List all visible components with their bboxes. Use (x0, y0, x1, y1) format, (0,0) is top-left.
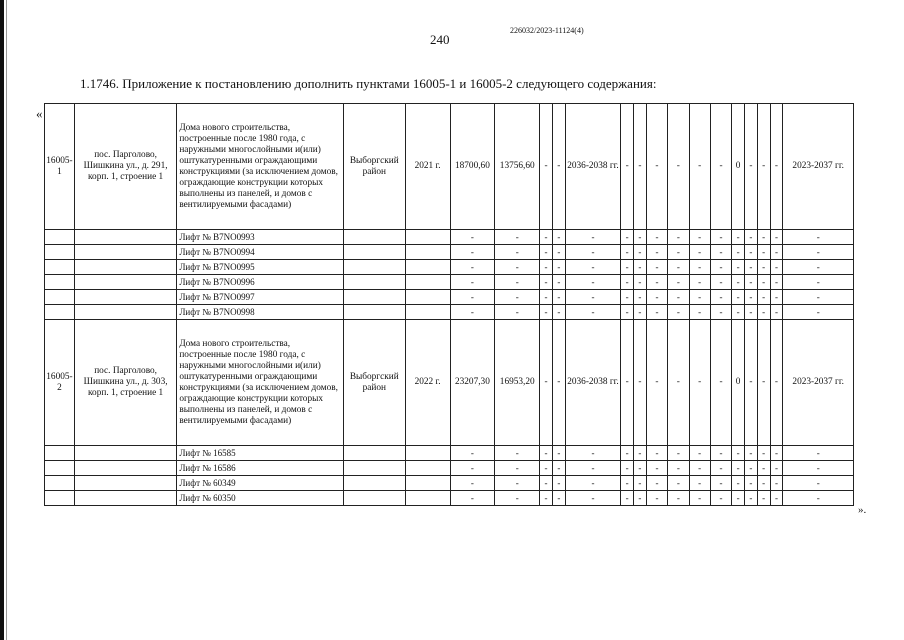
dash-cell: - (783, 275, 854, 290)
dash-cell: - (732, 476, 745, 491)
empty-cell (405, 305, 450, 320)
value-cell: - (552, 104, 565, 230)
dash-cell: - (552, 476, 565, 491)
dash-cell: - (770, 305, 783, 320)
dash-cell: - (495, 491, 540, 506)
dash-cell: - (552, 245, 565, 260)
empty-cell (405, 230, 450, 245)
empty-cell (45, 245, 75, 260)
dash-cell: - (732, 446, 745, 461)
dash-cell: - (621, 230, 634, 245)
dash-cell: - (689, 476, 710, 491)
dash-cell: - (621, 461, 634, 476)
dash-cell: - (689, 245, 710, 260)
empty-cell (343, 461, 405, 476)
empty-cell (343, 491, 405, 506)
dash-cell: - (668, 461, 689, 476)
dash-cell: - (634, 245, 647, 260)
dash-cell: - (757, 275, 770, 290)
empty-cell (405, 290, 450, 305)
scan-edge-bar (0, 0, 4, 640)
empty-cell (45, 446, 75, 461)
dash-cell: - (450, 461, 495, 476)
dash-cell: - (646, 290, 667, 305)
value-cell: - (668, 320, 689, 446)
lift-label: Лифт № 60349 (177, 476, 343, 491)
value-cell: - (540, 104, 553, 230)
dash-cell: - (552, 446, 565, 461)
lift-row (45, 476, 854, 491)
dash-cell: - (565, 305, 620, 320)
total-area-cell: 23207,30 (450, 320, 495, 446)
dash-cell: - (710, 305, 731, 320)
dash-cell: - (634, 260, 647, 275)
dash-cell: - (450, 245, 495, 260)
dash-cell: - (634, 461, 647, 476)
dash-cell: - (646, 476, 667, 491)
term-cell: 2023-2037 гг. (783, 104, 854, 230)
lift-label: Лифт № 60350 (177, 491, 343, 506)
dash-cell: - (744, 476, 757, 491)
empty-cell (343, 260, 405, 275)
dash-cell: - (770, 245, 783, 260)
lift-label: Лифт № B7NO0996 (177, 275, 343, 290)
empty-cell (343, 275, 405, 290)
dash-cell: - (495, 305, 540, 320)
value-cell: - (710, 320, 731, 446)
dash-cell: - (744, 446, 757, 461)
dash-cell: - (710, 491, 731, 506)
dash-cell: - (744, 230, 757, 245)
dash-cell: - (668, 476, 689, 491)
dash-cell: - (495, 476, 540, 491)
dash-cell: - (552, 461, 565, 476)
scan-edge-line (6, 0, 7, 640)
dash-cell: - (770, 260, 783, 275)
lift-row (45, 230, 854, 245)
empty-cell (74, 260, 176, 275)
value-cell: - (621, 104, 634, 230)
dash-cell: - (757, 461, 770, 476)
dash-cell: - (783, 245, 854, 260)
dash-cell: - (710, 476, 731, 491)
dash-cell: - (710, 461, 731, 476)
lift-row (45, 446, 854, 461)
dash-cell: - (689, 260, 710, 275)
dash-cell: - (646, 230, 667, 245)
section-heading: 1.1746. Приложение к постановлению дополнить пунктами 16005-1 и 16005-2 следующего содержания: (80, 76, 657, 91)
dash-cell: - (668, 491, 689, 506)
dash-cell: - (744, 245, 757, 260)
dash-cell: - (757, 290, 770, 305)
period-cell: 2036-2038 гг. (565, 104, 620, 230)
dash-cell: - (710, 260, 731, 275)
dash-cell: - (646, 305, 667, 320)
dash-cell: - (732, 305, 745, 320)
dash-cell: - (552, 230, 565, 245)
dash-cell: - (757, 230, 770, 245)
value-cell: - (757, 320, 770, 446)
dash-cell: - (495, 245, 540, 260)
amendment-table (44, 103, 854, 506)
table-row (45, 320, 854, 446)
lift-label: Лифт № B7NO0994 (177, 245, 343, 260)
description-cell: Дома нового строительства, построенные после 1980 года, с наружными многослойными и(или) оштукатуренными ограждающими конструкциями (за исключением домов, ограждающие конструкции которых выполнены из панелей, и домов с вентилируемыми фасадами) (177, 320, 343, 446)
dash-cell: - (552, 260, 565, 275)
dash-cell: - (668, 305, 689, 320)
district-cell: Выборгский район (343, 320, 405, 446)
value-cell: - (646, 104, 667, 230)
lift-label: Лифт № 16585 (177, 446, 343, 461)
dash-cell: - (540, 491, 553, 506)
dash-cell: - (540, 446, 553, 461)
dash-cell: - (646, 245, 667, 260)
dash-cell: - (732, 260, 745, 275)
dash-cell: - (450, 290, 495, 305)
dash-cell: - (668, 290, 689, 305)
dash-cell: - (689, 461, 710, 476)
document-code: 226032/2023-11124(4) (510, 26, 584, 35)
dash-cell: - (565, 230, 620, 245)
dash-cell: - (770, 230, 783, 245)
dash-cell: - (744, 305, 757, 320)
amendment-table-wrapper (44, 103, 854, 506)
value-cell: - (621, 320, 634, 446)
closing-quote: ». (858, 504, 867, 516)
dash-cell: - (710, 446, 731, 461)
value-cell: - (540, 320, 553, 446)
dash-cell: - (744, 260, 757, 275)
dash-cell: - (621, 476, 634, 491)
dash-cell: - (783, 290, 854, 305)
lift-row (45, 461, 854, 476)
living-area-cell: 13756,60 (495, 104, 540, 230)
dash-cell: - (450, 491, 495, 506)
dash-cell: - (710, 230, 731, 245)
empty-cell (45, 290, 75, 305)
value-cell: 0 (732, 320, 745, 446)
dash-cell: - (689, 305, 710, 320)
dash-cell: - (689, 446, 710, 461)
opening-quote: « (36, 106, 43, 121)
dash-cell: - (634, 446, 647, 461)
lift-row (45, 245, 854, 260)
value-cell: - (744, 320, 757, 446)
dash-cell: - (450, 305, 495, 320)
dash-cell: - (732, 275, 745, 290)
empty-cell (405, 260, 450, 275)
lift-label: Лифт № B7NO0995 (177, 260, 343, 275)
dash-cell: - (732, 491, 745, 506)
dash-cell: - (744, 290, 757, 305)
dash-cell: - (565, 290, 620, 305)
dash-cell: - (565, 260, 620, 275)
dash-cell: - (646, 275, 667, 290)
dash-cell: - (621, 260, 634, 275)
empty-cell (343, 476, 405, 491)
dash-cell: - (450, 446, 495, 461)
empty-cell (405, 245, 450, 260)
lift-label: Лифт № B7NO0997 (177, 290, 343, 305)
empty-cell (74, 275, 176, 290)
empty-cell (405, 491, 450, 506)
dash-cell: - (783, 461, 854, 476)
dash-cell: - (646, 491, 667, 506)
dash-cell: - (552, 305, 565, 320)
dash-cell: - (668, 230, 689, 245)
dash-cell: - (565, 245, 620, 260)
year-cell: 2021 г. (405, 104, 450, 230)
value-cell: - (710, 104, 731, 230)
dash-cell: - (621, 305, 634, 320)
dash-cell: - (565, 476, 620, 491)
dash-cell: - (744, 491, 757, 506)
dash-cell: - (668, 260, 689, 275)
empty-cell (45, 305, 75, 320)
value-cell: - (634, 320, 647, 446)
dash-cell: - (540, 260, 553, 275)
empty-cell (45, 260, 75, 275)
value-cell: - (744, 104, 757, 230)
lift-label: Лифт № B7NO0998 (177, 305, 343, 320)
dash-cell: - (757, 491, 770, 506)
empty-cell (343, 305, 405, 320)
dash-cell: - (783, 260, 854, 275)
district-cell: Выборгский район (343, 104, 405, 230)
dash-cell: - (783, 230, 854, 245)
empty-cell (45, 476, 75, 491)
total-area-cell: 18700,60 (450, 104, 495, 230)
empty-cell (343, 230, 405, 245)
dash-cell: - (757, 305, 770, 320)
empty-cell (405, 476, 450, 491)
dash-cell: - (552, 290, 565, 305)
value-cell: - (634, 104, 647, 230)
lift-row (45, 275, 854, 290)
empty-cell (74, 290, 176, 305)
dash-cell: - (770, 290, 783, 305)
dash-cell: - (668, 446, 689, 461)
dash-cell: - (689, 491, 710, 506)
dash-cell: - (565, 491, 620, 506)
dash-cell: - (540, 476, 553, 491)
empty-cell (74, 230, 176, 245)
dash-cell: - (783, 476, 854, 491)
year-cell: 2022 г. (405, 320, 450, 446)
dash-cell: - (540, 290, 553, 305)
dash-cell: - (552, 275, 565, 290)
term-cell: 2023-2037 гг. (783, 320, 854, 446)
dash-cell: - (634, 491, 647, 506)
dash-cell: - (495, 461, 540, 476)
empty-cell (405, 461, 450, 476)
dash-cell: - (770, 491, 783, 506)
period-cell: 2036-2038 гг. (565, 320, 620, 446)
dash-cell: - (495, 290, 540, 305)
dash-cell: - (565, 446, 620, 461)
dash-cell: - (621, 491, 634, 506)
dash-cell: - (783, 305, 854, 320)
dash-cell: - (783, 491, 854, 506)
dash-cell: - (689, 230, 710, 245)
value-cell: - (646, 320, 667, 446)
dash-cell: - (565, 275, 620, 290)
value-cell: - (668, 104, 689, 230)
page-number: 240 (430, 32, 450, 47)
dash-cell: - (495, 275, 540, 290)
item-number: 16005-1 (45, 104, 75, 230)
lift-label: Лифт № B7NO0993 (177, 230, 343, 245)
dash-cell: - (732, 245, 745, 260)
dash-cell: - (710, 275, 731, 290)
dash-cell: - (757, 260, 770, 275)
dash-cell: - (540, 275, 553, 290)
dash-cell: - (621, 245, 634, 260)
dash-cell: - (710, 245, 731, 260)
living-area-cell: 16953,20 (495, 320, 540, 446)
dash-cell: - (757, 446, 770, 461)
dash-cell: - (621, 446, 634, 461)
lift-row (45, 305, 854, 320)
table-row (45, 104, 854, 230)
lift-row (45, 290, 854, 305)
dash-cell: - (744, 275, 757, 290)
value-cell: 0 (732, 104, 745, 230)
dash-cell: - (540, 230, 553, 245)
empty-cell (405, 275, 450, 290)
dash-cell: - (450, 230, 495, 245)
empty-cell (343, 446, 405, 461)
dash-cell: - (634, 275, 647, 290)
value-cell: - (552, 320, 565, 446)
dash-cell: - (770, 461, 783, 476)
dash-cell: - (621, 290, 634, 305)
lift-label: Лифт № 16586 (177, 461, 343, 476)
value-cell: - (757, 104, 770, 230)
empty-cell (74, 305, 176, 320)
dash-cell: - (646, 260, 667, 275)
dash-cell: - (552, 491, 565, 506)
dash-cell: - (621, 275, 634, 290)
value-cell: - (770, 320, 783, 446)
value-cell: - (689, 320, 710, 446)
description-cell: Дома нового строительства, построенные после 1980 года, с наружными многослойными и(или) оштукатуренными ограждающими конструкциями (за исключением домов, ограждающие конструкции которых выполнены из панелей, и домов с вентилируемыми фасадами) (177, 104, 343, 230)
dash-cell: - (770, 446, 783, 461)
dash-cell: - (540, 305, 553, 320)
dash-cell: - (495, 230, 540, 245)
empty-cell (74, 461, 176, 476)
dash-cell: - (634, 305, 647, 320)
dash-cell: - (646, 461, 667, 476)
value-cell: - (770, 104, 783, 230)
empty-cell (343, 290, 405, 305)
empty-cell (74, 446, 176, 461)
dash-cell: - (450, 275, 495, 290)
dash-cell: - (450, 476, 495, 491)
dash-cell: - (634, 476, 647, 491)
dash-cell: - (732, 461, 745, 476)
dash-cell: - (668, 245, 689, 260)
empty-cell (45, 230, 75, 245)
dash-cell: - (757, 476, 770, 491)
dash-cell: - (744, 461, 757, 476)
dash-cell: - (710, 290, 731, 305)
dash-cell: - (495, 446, 540, 461)
dash-cell: - (634, 290, 647, 305)
lift-row (45, 491, 854, 506)
empty-cell (45, 491, 75, 506)
dash-cell: - (540, 245, 553, 260)
dash-cell: - (757, 245, 770, 260)
empty-cell (74, 245, 176, 260)
dash-cell: - (689, 290, 710, 305)
lift-row (45, 260, 854, 275)
empty-cell (74, 491, 176, 506)
item-number: 16005-2 (45, 320, 75, 446)
empty-cell (45, 275, 75, 290)
dash-cell: - (770, 476, 783, 491)
dash-cell: - (450, 260, 495, 275)
empty-cell (74, 476, 176, 491)
empty-cell (405, 446, 450, 461)
empty-cell (343, 245, 405, 260)
address-cell: пос. Парголово, Шишкина ул., д. 291, корп. 1, строение 1 (74, 104, 176, 230)
dash-cell: - (646, 446, 667, 461)
table-body (45, 104, 854, 506)
dash-cell: - (565, 461, 620, 476)
dash-cell: - (540, 461, 553, 476)
value-cell: - (689, 104, 710, 230)
empty-cell (45, 461, 75, 476)
dash-cell: - (732, 290, 745, 305)
dash-cell: - (689, 275, 710, 290)
dash-cell: - (732, 230, 745, 245)
dash-cell: - (495, 260, 540, 275)
dash-cell: - (668, 275, 689, 290)
dash-cell: - (634, 230, 647, 245)
dash-cell: - (783, 446, 854, 461)
dash-cell: - (770, 275, 783, 290)
address-cell: пос. Парголово, Шишкина ул., д. 303, корп. 1, строение 1 (74, 320, 176, 446)
